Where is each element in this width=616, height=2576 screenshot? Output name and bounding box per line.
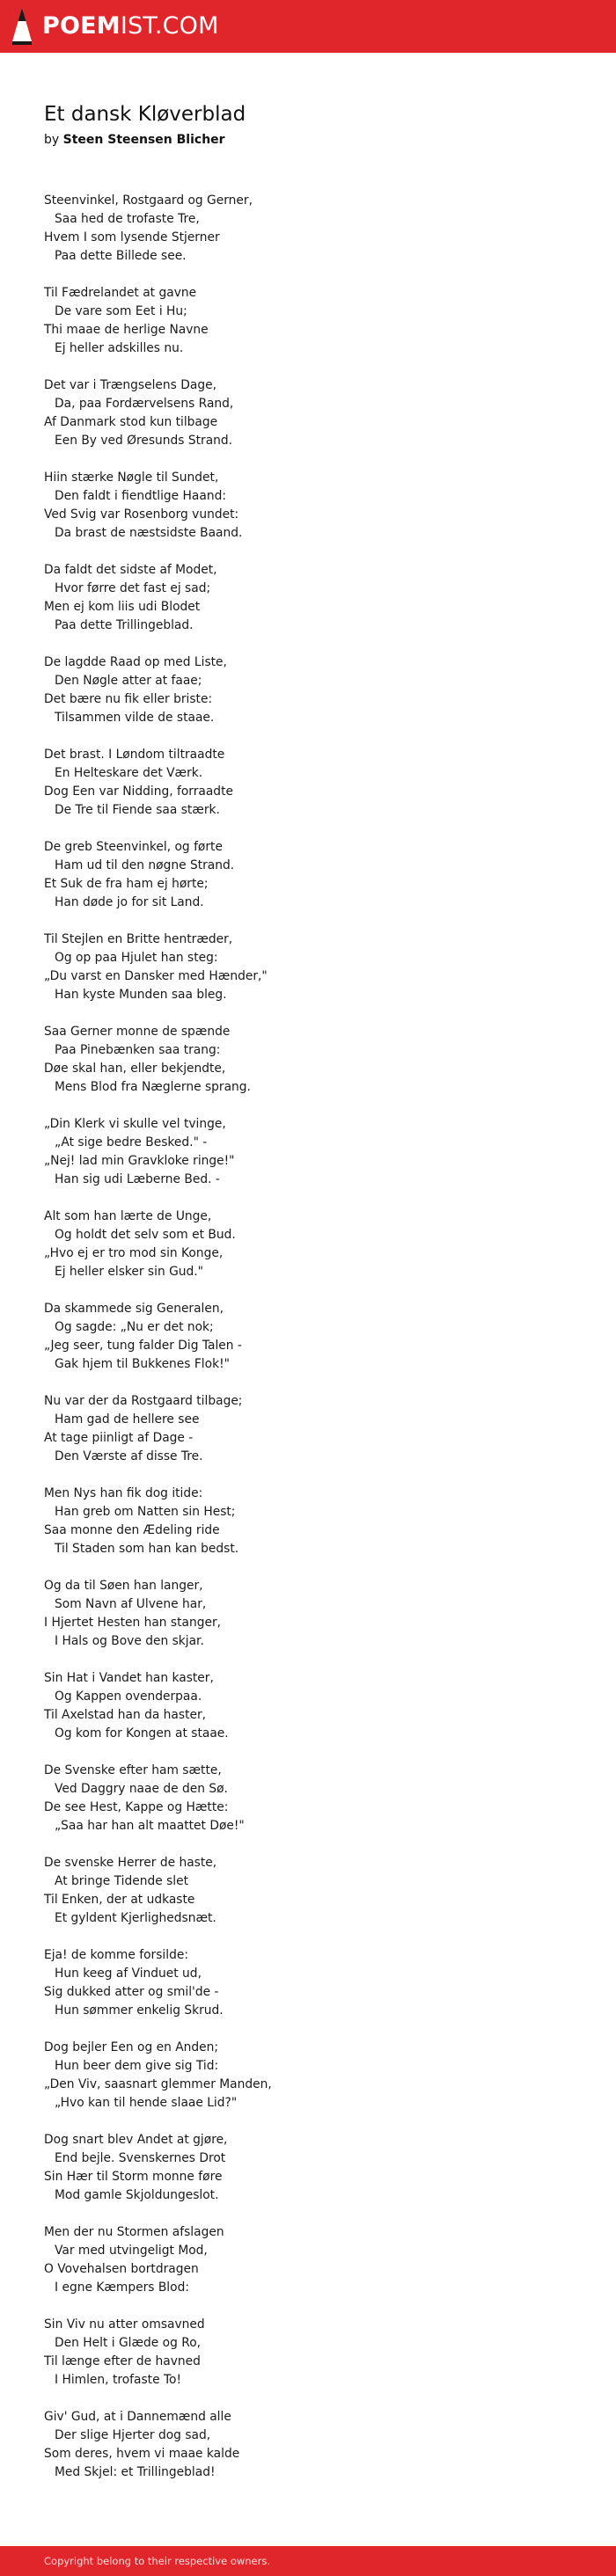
poem-line: Dog bejler Een og en Anden;: [44, 2040, 219, 2054]
by-label: by: [44, 133, 60, 147]
poem-line: „Din Klerk vi skulle vel tvinge,: [44, 1117, 226, 1131]
poem-stanza: [44, 1392, 572, 1485]
poem-line: „Den Viv, saasnart glemmer Manden,: [44, 2077, 272, 2091]
poem-stanza: [44, 2408, 572, 2500]
poem-line: I Hjertet Hesten han stanger,: [44, 1616, 222, 1630]
pencil-tip-icon: [12, 8, 32, 45]
poem-line: Hiin stærke Nøgle til Sundet,: [44, 471, 219, 485]
poem-line: Han døde jo for sit Land.: [55, 895, 204, 909]
poem-line: Gak hjem til Bukkenes Flok!": [55, 1357, 230, 1371]
poem-line: Nu var der da Rostgaard tilbage;: [44, 1394, 243, 1408]
poem-line: Den Helt i Glæde og Ro,: [55, 2336, 202, 2350]
poem-line: Han kyste Munden saa bleg.: [55, 988, 227, 1002]
poem-line: Mod gamle Skjoldungeslot.: [55, 2188, 219, 2202]
poem-line: Sig dukked atter og smil'de -: [44, 1985, 219, 1999]
poem-line: End bejle. Svenskernes Drot: [55, 2151, 226, 2165]
poem-stanza: [44, 1115, 572, 1208]
poem-stanza: [44, 1208, 572, 1300]
poem-line: „Saa har han alt maattet Døe!": [55, 1819, 245, 1833]
site-name: POEMIST.COM: [42, 12, 219, 40]
poem-line: Saa monne den Ædeling ride: [44, 1523, 220, 1537]
poem-stanza: [44, 2316, 572, 2408]
poem-line: Et gyldent Kjerlighedsnæt.: [55, 1911, 216, 1925]
poem-line: Saa Gerner monne de spænde: [44, 1025, 231, 1039]
poem-stanza: [44, 2223, 572, 2316]
poem-line: Paa dette Trillingeblad.: [55, 618, 194, 632]
author-name[interactable]: Steen Steensen Blicher: [62, 133, 225, 147]
poem-line: Eja! de komme forsilde:: [44, 1948, 188, 1962]
poem-line: Da brast de næstsidste Baand.: [55, 526, 243, 540]
poem-line: Som deres, hvem vi maae kalde: [44, 2447, 240, 2461]
poem-line: Til Stejlen en Britte hentræder,: [44, 932, 233, 946]
poem-line: Til Fædrelandet at gavne: [44, 286, 197, 300]
poem-line: Ham gad de hellere see: [55, 1412, 200, 1427]
poem-line: Mens Blod fra Næglerne sprang.: [55, 1080, 251, 1094]
poem-line: „Nej! lad min Gravkloke ringe!": [44, 1154, 235, 1168]
poem-line: Ved Daggry naae de den Sø.: [55, 1782, 228, 1796]
poem-line: Til Staden som han kan bedst.: [55, 1542, 239, 1556]
poem-line: At tage piinligt af Dage -: [44, 1431, 194, 1445]
poem-line: Til Enken, der at udkaste: [44, 1893, 195, 1907]
poem-line: Med Skjel: et Trillingeblad!: [55, 2465, 216, 2479]
poem-stanza: [44, 930, 572, 1023]
poem-line: Af Danmark stod kun tilbage: [44, 415, 218, 429]
poem-line: De see Hest, Kappe og Hætte:: [44, 1800, 229, 1814]
poem-line: Men Nys han fik dog itide:: [44, 1486, 203, 1500]
poem-line: Dog Een var Nidding, forraadte: [44, 784, 233, 799]
poem-stanza: [44, 653, 572, 746]
poem-body: [44, 192, 572, 2500]
poem-line: Var med utvingeligt Mod,: [55, 2244, 208, 2258]
poem-title: Et dansk Kløverblad: [44, 103, 246, 126]
poem-line: En Helteskare det Værk.: [55, 766, 203, 780]
poem-stanza: [44, 1300, 572, 1392]
poem-line: „Jeg seer, tung falder Dig Talen -: [44, 1339, 242, 1353]
poem-line: Og op paa Hjulet han steg:: [55, 951, 218, 965]
copyright-notice: Copyright belong to their respective owners.: [44, 2555, 271, 2567]
poem-line: „At sige bedre Besked." -: [55, 1135, 208, 1149]
poem-line: Til længe efter de havned: [44, 2354, 201, 2368]
poem-line: Den Værste af disse Tre.: [55, 1449, 203, 1463]
poem-line: Ej heller elsker sin Gud.": [55, 1265, 204, 1279]
poem-line: Sin Viv nu atter omsavned: [44, 2317, 205, 2332]
poem-stanza: [44, 1023, 572, 1115]
poem-line: De svenske Herrer de haste,: [44, 1856, 217, 1870]
poem-line: Ved Svig var Rosenborg vundet:: [44, 507, 239, 522]
poem-stanza: [44, 1485, 572, 1577]
poem-line: Han sig udi Læberne Bed. -: [55, 1172, 220, 1186]
poem-stanza: [44, 469, 572, 561]
poem-line: Sin Hat i Vandet han kaster,: [44, 1671, 214, 1685]
poem-line: Han greb om Natten sin Hest;: [55, 1505, 236, 1519]
poem-line: Som Navn af Ulvene har,: [55, 1597, 207, 1611]
poem-line: Dog snart blev Andet at gjøre,: [44, 2133, 228, 2147]
poem-stanza: [44, 1762, 572, 1854]
poem-line: Ej heller adskilles nu.: [55, 341, 184, 355]
poem-stanza: [44, 1577, 572, 1669]
poem-line: De Tre til Fiende saa stærk.: [55, 803, 220, 817]
poem-stanza: [44, 1669, 572, 1762]
poem-stanza: [44, 838, 572, 930]
site-footer: [0, 2546, 616, 2576]
poem-line: De lagdde Raad op med Liste,: [44, 655, 227, 669]
poem-line: De Svenske efter ham sætte,: [44, 1763, 222, 1777]
poem-line: Thi maae de herlige Navne: [44, 323, 209, 337]
poem-line: Og da til Søen han langer,: [44, 1579, 203, 1593]
poem-line: Steenvinkel, Rostgaard og Gerner,: [44, 193, 253, 208]
poem-stanza: [44, 376, 572, 469]
poem-line: I Himlen, trofaste To!: [55, 2373, 181, 2387]
poem-line: „Hvo kan til hende slaae Lid?": [55, 2096, 238, 2110]
poem-line: Da skammede sig Generalen,: [44, 1302, 224, 1316]
poem-line: Sin Hær til Storm monne føre: [44, 2170, 223, 2184]
poem-stanza: [44, 284, 572, 376]
site-header: [0, 0, 616, 53]
poem-line: Og kom for Kongen at staae.: [55, 1726, 229, 1740]
poem-line: Det brast. I Løndom tiltraadte: [44, 748, 225, 762]
poem-line: Hun sømmer enkelig Skrud.: [55, 2003, 224, 2018]
poem-line: „Du varst en Dansker med Hænder,": [44, 969, 268, 983]
poem-line: Døe skal han, eller bekjendte,: [44, 1062, 226, 1076]
poem-line: Saa hed de trofaste Tre,: [55, 212, 200, 226]
poem-stanza: [44, 746, 572, 838]
poem-line: Til Axelstad han da haster,: [44, 1708, 207, 1722]
poem-line: „Hvo ej er tro mod sin Konge,: [44, 1246, 224, 1260]
poem-line: Den Nøgle atter at faae;: [55, 674, 202, 688]
poem-line: Og Kappen ovenderpaa.: [55, 1689, 202, 1704]
poem-stanza: [44, 192, 572, 284]
site-logo[interactable]: [12, 8, 219, 45]
poem-line: Hun beer dem give sig Tid:: [55, 2059, 219, 2073]
poem-line: I Hals og Bove den skjar.: [55, 1634, 204, 1648]
poem-line: Og sagde: „Nu er det nok;: [55, 1320, 214, 1334]
poem-line: I egne Kæmpers Blod:: [55, 2280, 189, 2295]
poem-byline: [44, 133, 225, 147]
poem-stanza: [44, 2131, 572, 2223]
poem-line: Et Suk de fra ham ej hørte;: [44, 877, 209, 891]
poem-line: Og holdt det selv som et Bud.: [55, 1228, 236, 1242]
poem-line: Det bære nu fik eller briste:: [44, 692, 213, 706]
poem-line: Alt som han lærte de Unge,: [44, 1209, 212, 1223]
poem-line: Paa dette Billede see.: [55, 249, 187, 263]
poem-line: Men ej kom liis udi Blodet: [44, 600, 201, 614]
poem-line: Den faldt i fiendtlige Haand:: [55, 489, 226, 503]
poem-line: De vare som Eet i Hu;: [55, 304, 187, 318]
poem-stanza: [44, 2039, 572, 2131]
poem-line: Hun keeg af Vinduet ud,: [55, 1967, 202, 1981]
poem-line: Een By ved Øresunds Strand.: [55, 434, 233, 448]
poem-line: At bringe Tidende slet: [55, 1874, 189, 1888]
poem-line: Tilsammen vilde de staae.: [55, 711, 215, 725]
poem-line: O Vovehalsen bortdragen: [44, 2262, 199, 2276]
poem-line: De greb Steenvinkel, og førte: [44, 840, 223, 854]
poem-stanza: [44, 1946, 572, 2039]
poem-line: Paa Pinebænken saa trang:: [55, 1043, 221, 1057]
poem-line: Da, paa Fordærvelsens Rand,: [55, 397, 234, 411]
poem-line: Der slige Hjerter dog sad,: [55, 2428, 211, 2442]
poem-line: Da faldt det sidste af Modet,: [44, 563, 217, 577]
poem-line: Hvem I som lysende Stjerner: [44, 230, 220, 244]
poem-stanza: [44, 561, 572, 653]
poem-line: Hvor førre det fast ej sad;: [55, 581, 211, 595]
poem-line: Men der nu Stormen afslagen: [44, 2225, 224, 2239]
poem-line: Giv' Gud, at i Dannemænd alle: [44, 2410, 231, 2424]
poem-line: Det var i Trængselens Dage,: [44, 378, 216, 392]
poem-stanza: [44, 1854, 572, 1946]
poem-line: Ham ud til den nøgne Strand.: [55, 858, 235, 872]
